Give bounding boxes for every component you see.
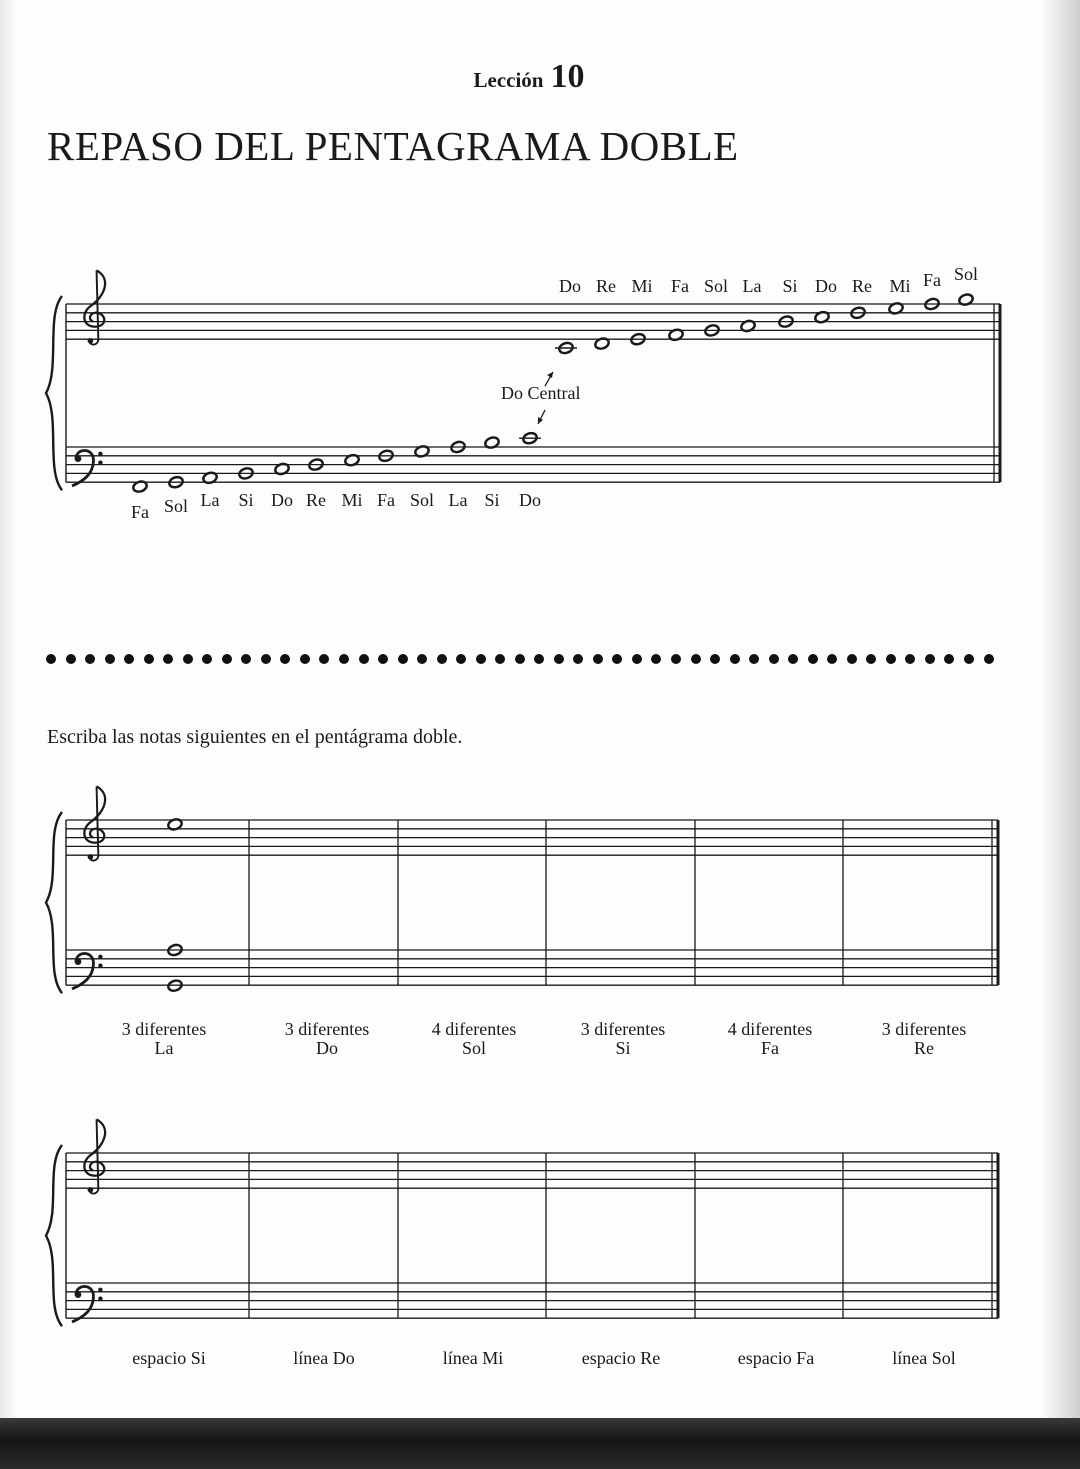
exercise-1-label [122,1020,206,1058]
separator-dot [632,654,642,664]
exercise-2-label: espacio Si [132,1348,206,1368]
bass-clef-dot-lower [98,460,102,464]
treble-clef-dot [88,854,94,860]
exercise-1-label-note: Sol [461,1038,486,1058]
separator-dot [280,654,290,664]
bass-note-name: Fa [131,502,149,522]
instruction-text: Escriba las notas siguientes en el pentágrama doble. [47,726,463,748]
separator-dot [339,654,349,664]
brace [46,812,62,993]
middle-c-label: Do Central [501,383,581,403]
treble-note-name: Do [815,276,837,296]
exercise-2-label: línea Mi [442,1348,504,1368]
bass-note-name: Mi [341,490,363,510]
separator-dot [105,654,115,664]
separator-dot [437,654,447,664]
bass-clef-dot-upper [98,452,102,456]
separator-dot [925,654,935,664]
bass-note-name: Si [238,490,254,510]
separator-dot [749,654,759,664]
separator-dot [710,654,720,664]
treble-clef-dot [88,338,94,344]
exercise-1-label-count: 3 diferentes [121,1019,207,1039]
treble-note-name: Do [559,276,581,296]
exercise-1-label-note: Re [914,1038,934,1058]
treble-note-name: Mi [889,276,911,296]
treble-clef-dot [88,1187,94,1193]
separator-dot [827,654,837,664]
separator-dot [378,654,388,664]
separator-dot [183,654,193,664]
treble-clef-curve [84,786,105,842]
exercise-1-label-note: Si [615,1038,631,1058]
exercise-1-label-note: Fa [761,1038,779,1058]
separator-dot [417,654,427,664]
exercise-1-label-note: Do [316,1038,338,1058]
treble-note-name: Mi [631,276,653,296]
bass-clef-dot-upper [98,955,102,959]
separator-dot [319,654,329,664]
separator-dot [163,654,173,664]
treble-clef-stem [90,270,99,344]
separator-dot [515,654,525,664]
separator-dot [398,654,408,664]
dotted-separator [46,650,994,668]
exercise-2-label: línea Sol [892,1348,956,1368]
scan-bottom-edge [0,1418,1080,1469]
treble-clef-icon [84,270,105,344]
exercise-1-label-note: La [154,1038,174,1058]
exercise-1-label-count: 4 diferentes [431,1019,517,1039]
exercise-1-label [285,1020,369,1058]
separator-dot [651,654,661,664]
separator-dot [144,654,154,664]
separator-dot [730,654,740,664]
bass-note-name: Fa [377,490,395,510]
treble-clef-icon [84,1119,105,1193]
treble-note-name: La [742,276,762,296]
separator-dot [847,654,857,664]
exercise-1-label [728,1020,812,1058]
exercise-1-label-count: 4 diferentes [727,1019,813,1039]
treble-note-name: Re [596,276,616,296]
separator-dot [944,654,954,664]
exercise-2-label: espacio Re [581,1348,661,1368]
bass-note-name: La [448,490,468,510]
separator-dot [905,654,915,664]
bass-clef-dot-lower [98,963,102,967]
separator-dot [261,654,271,664]
separator-dot [124,654,134,664]
separator-dot [300,654,310,664]
separator-dot [476,654,486,664]
separator-dot [593,654,603,664]
treble-note-name: Fa [923,270,941,290]
bass-note-name: Do [271,490,293,510]
page-title: REPASO DEL PENTAGRAMA DOBLE [47,123,739,169]
separator-dot [788,654,798,664]
separator-dot [691,654,701,664]
separator-dot [964,654,974,664]
bass-note-name: Do [519,490,541,510]
treble-clef-curve [84,270,105,326]
separator-dot [671,654,681,664]
exercise-1-label-count: 3 diferentes [881,1019,967,1039]
separator-dot [222,654,232,664]
treble-clef-icon [84,786,105,860]
separator-dot [534,654,544,664]
treble-clef-stem [90,1119,99,1193]
separator-dot [554,654,564,664]
bass-note-name: Sol [163,496,189,516]
bass-note-name: Re [306,490,326,510]
separator-dot [495,654,505,664]
lesson-number: 10 [550,58,585,95]
separator-dot [456,654,466,664]
treble-note-name: Sol [953,264,979,284]
lesson-word: Lección [473,68,544,92]
treble-note-name: Fa [671,276,689,296]
separator-dot [66,654,76,664]
separator-dot [984,654,994,664]
exercise-2-label: espacio Fa [737,1348,815,1368]
exercise-1-label [882,1020,966,1058]
separator-dot [612,654,622,664]
brace [46,1145,62,1326]
separator-dot [85,654,95,664]
separator-dot [241,654,251,664]
separator-dot [573,654,583,664]
treble-clef-curve [84,1119,105,1175]
separator-dot [866,654,876,664]
treble-note-name: Re [852,276,872,296]
treble-note-name: Sol [703,276,729,296]
treble-clef-stem [90,786,99,860]
separator-dot [886,654,896,664]
separator-dot [202,654,212,664]
separator-dot [359,654,369,664]
bass-note-name: La [200,490,220,510]
bass-clef-dot-upper [98,1288,102,1292]
separator-dot [46,654,56,664]
bass-note-name: Si [484,490,500,510]
separator-dot [808,654,818,664]
exercise-1-label [432,1020,516,1058]
brace [46,296,62,490]
treble-note-name: Si [782,276,798,296]
exercise-1-label-count: 3 diferentes [580,1019,666,1039]
bass-note-name: Sol [409,490,435,510]
exercise-2-label: línea Do [293,1348,355,1368]
bass-clef-dot-lower [98,1296,102,1300]
separator-dot [769,654,779,664]
exercise-1-label-count: 3 diferentes [284,1019,370,1039]
exercise-1-label [581,1020,665,1058]
